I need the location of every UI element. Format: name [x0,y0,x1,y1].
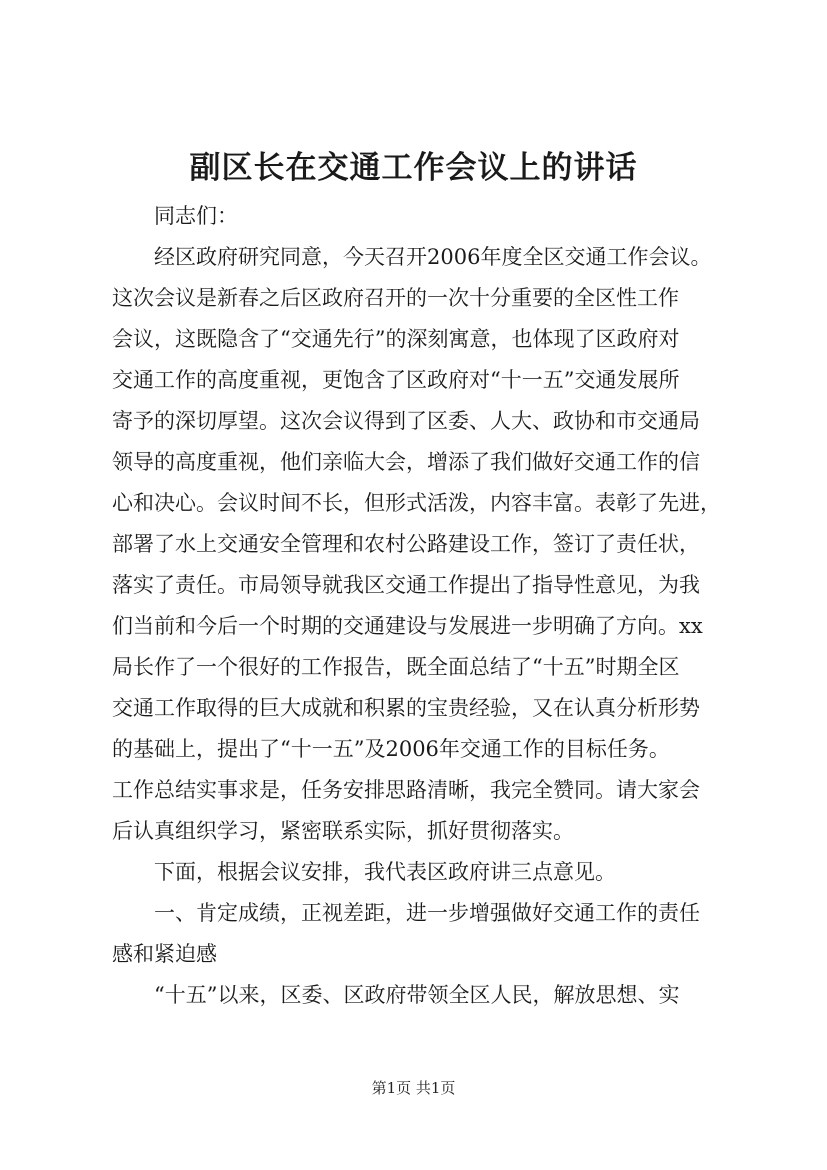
document-body [112,196,734,1016]
paragraph-line: 会议，这既隐含了“交通先行”的深刻寓意，也体现了区政府对 [112,327,680,351]
paragraph-line: 这次会议是新春之后区政府召开的一次十分重要的全区性工作 [112,286,679,310]
document-title: 副区长在交通工作会议上的讲话 [189,150,638,186]
paragraph-line: 部署了水上交通安全管理和农村公路建设工作，签订了责任状， [112,532,700,556]
paragraph-line: “十五”以来，区委、区政府带领全区人民，解放思想、实 [154,983,680,1007]
paragraph-line: 经区政府研究同意，今天召开2006年度全区交通工作会议。 [154,245,712,269]
paragraph-line: 领导的高度重视，他们亲临大会，增添了我们做好交通工作的信 [112,450,700,474]
page-number-footer: 第1页 共1页 [371,1079,456,1097]
paragraph-line: 寄予的深切厚望。这次会议得到了区委、人大、政协和市交通局 [112,409,700,433]
paragraph-line: 后认真组织学习，紧密联系实际，抓好贯彻落实。 [112,819,574,843]
salutation-line: 同志们： [154,204,238,228]
paragraph-line: 交通工作取得的巨大成就和积累的宝贵经验，又在认真分析形势 [112,696,700,720]
paragraph-line: 们当前和今后一个时期的交通建设与发展进一步明确了方向。xx [112,614,703,638]
paragraph-line: 心和决心。会议时间不长，但形式活泼，内容丰富。表彰了先进， [112,491,721,515]
paragraph-line: 落实了责任。市局领导就我区交通工作提出了指导性意见，为我 [112,573,700,597]
paragraph-line: 工作总结实事求是，任务安排思路清晰，我完全赞同。请大家会 [112,778,700,802]
paragraph-line: 下面，根据会议安排，我代表区政府讲三点意见。 [154,860,616,884]
paragraph-line: 的基础上，提出了“十一五”及2006年交通工作的目标任务。 [112,737,670,761]
paragraph-line: 交通工作的高度重视，更饱含了区政府对“十一五”交通发展所 [112,368,680,392]
section-heading-line: 一、肯定成绩，正视差距，进一步增强做好交通工作的责任 [154,901,700,925]
paragraph-line: 局长作了一个很好的工作报告，既全面总结了“十五”时期全区 [112,655,680,679]
section-heading-line: 感和紧迫感 [112,942,217,966]
